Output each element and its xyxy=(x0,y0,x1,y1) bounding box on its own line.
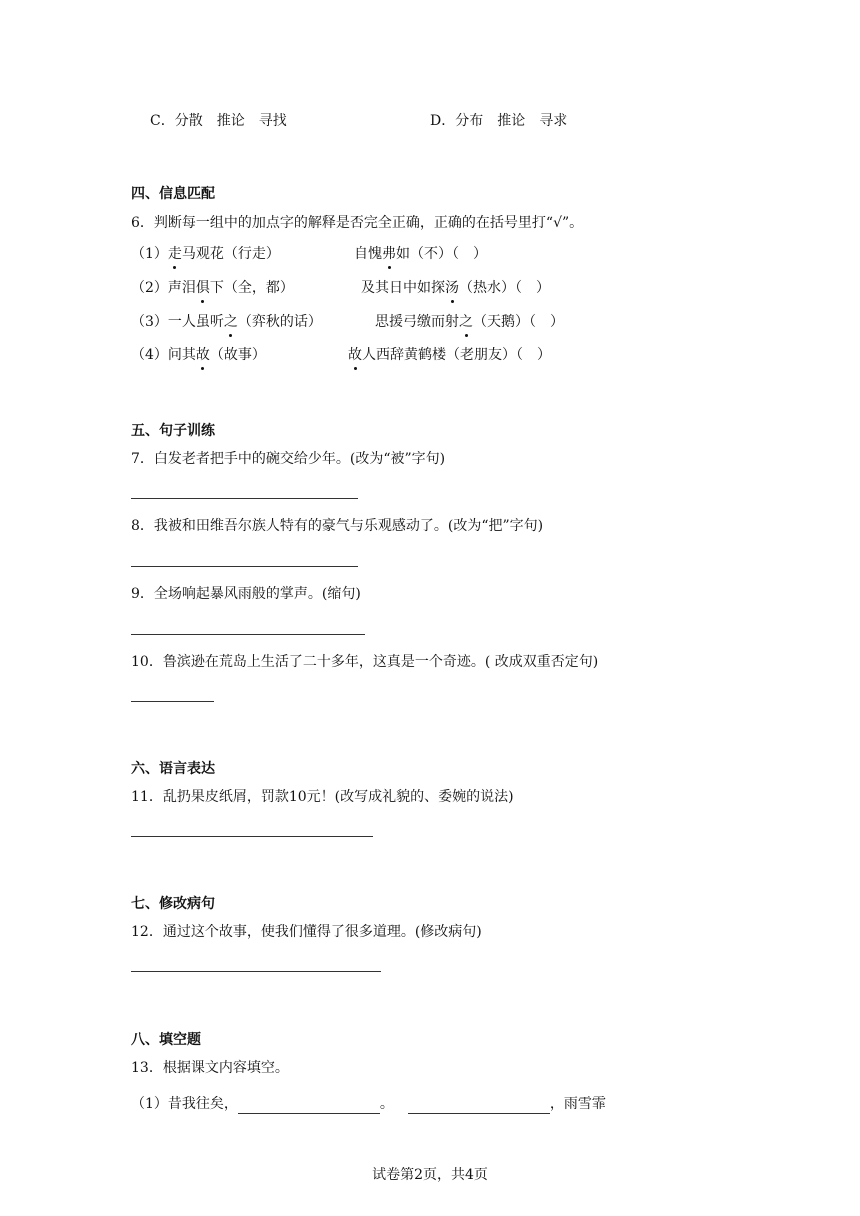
q6-row-1-left: （1）走马观花（行走） xyxy=(131,246,280,262)
dotted-char: 故 xyxy=(195,347,210,363)
dotted-char: 故 xyxy=(348,347,362,363)
section-5-heading: 五、句子训练 xyxy=(131,423,215,439)
dotted-char: 汤 xyxy=(445,280,459,296)
question-8: 8．我被和田维吾尔族人特有的豪气与乐观感动了。(改为“把”字句) xyxy=(131,518,544,534)
answer-line-q10[interactable] xyxy=(131,701,214,702)
question-10: 10．鲁滨逊在荒岛上生活了二十多年，这真是一个奇迹。( 改成双重否定句) xyxy=(131,654,599,670)
page-footer: 试卷第2页，共4页 xyxy=(372,1167,488,1183)
q6-row-4-right: 故人西辞黄鹤楼（老朋友）（ ） xyxy=(348,347,551,363)
question-6: 6．判断每一组中的加点字的解释是否完全正确，正确的在括号里打“√”。 xyxy=(131,215,584,231)
q6-row-2-left: （2）声泪俱下（全，都） xyxy=(131,280,294,296)
q13-fill-line-1: （1）昔我往矣， 。 ，雨雪霏 xyxy=(131,1096,606,1112)
answer-line-q9[interactable] xyxy=(131,634,365,635)
section-7-heading: 七、修改病句 xyxy=(131,896,215,912)
q6-row-3-right: 思援弓缴而射之（天鹅）（ ） xyxy=(375,314,564,330)
section-4-heading: 四、信息匹配 xyxy=(131,186,215,202)
fill-blank-2[interactable] xyxy=(408,1097,550,1114)
dotted-char: 之 xyxy=(459,314,473,330)
q6-row-2-right: 及其日中如探汤（热水）（ ） xyxy=(361,280,550,296)
option-d: D．分布 推论 寻求 xyxy=(430,113,568,129)
dotted-char: 俱 xyxy=(195,280,210,296)
answer-line-q12[interactable] xyxy=(131,971,381,972)
answer-line-q8[interactable] xyxy=(131,566,358,567)
dotted-char: 弗 xyxy=(382,246,396,262)
question-12: 12．通过这个故事，使我们懂得了很多道理。(修改病句) xyxy=(131,924,482,940)
q6-row-4-left: （4）问其故（故事） xyxy=(131,347,266,363)
answer-line-q11[interactable] xyxy=(131,836,373,837)
dotted-char: 之 xyxy=(223,314,238,330)
answer-line-q7[interactable] xyxy=(131,498,358,499)
question-13: 13．根据课文内容填空。 xyxy=(131,1060,289,1076)
section-8-heading: 八、填空题 xyxy=(131,1032,201,1048)
section-6-heading: 六、语言表达 xyxy=(131,761,215,777)
question-7: 7．白发老者把手中的碗交给少年。(改为“被”字句) xyxy=(131,451,446,467)
question-11: 11．乱扔果皮纸屑，罚款10元！(改写成礼貌的、委婉的说法) xyxy=(131,789,514,805)
question-9: 9．全场响起暴风雨般的掌声。(缩句) xyxy=(131,586,361,602)
fill-blank-1[interactable] xyxy=(238,1097,380,1114)
dotted-char: 走 xyxy=(167,246,182,262)
q6-row-1-right: 自愧弗如（不）（ ） xyxy=(354,246,487,262)
q6-row-3-left: （3）一人虽听之（弈秋的话） xyxy=(131,314,322,330)
option-c: C．分散 推论 寻找 xyxy=(150,113,287,129)
